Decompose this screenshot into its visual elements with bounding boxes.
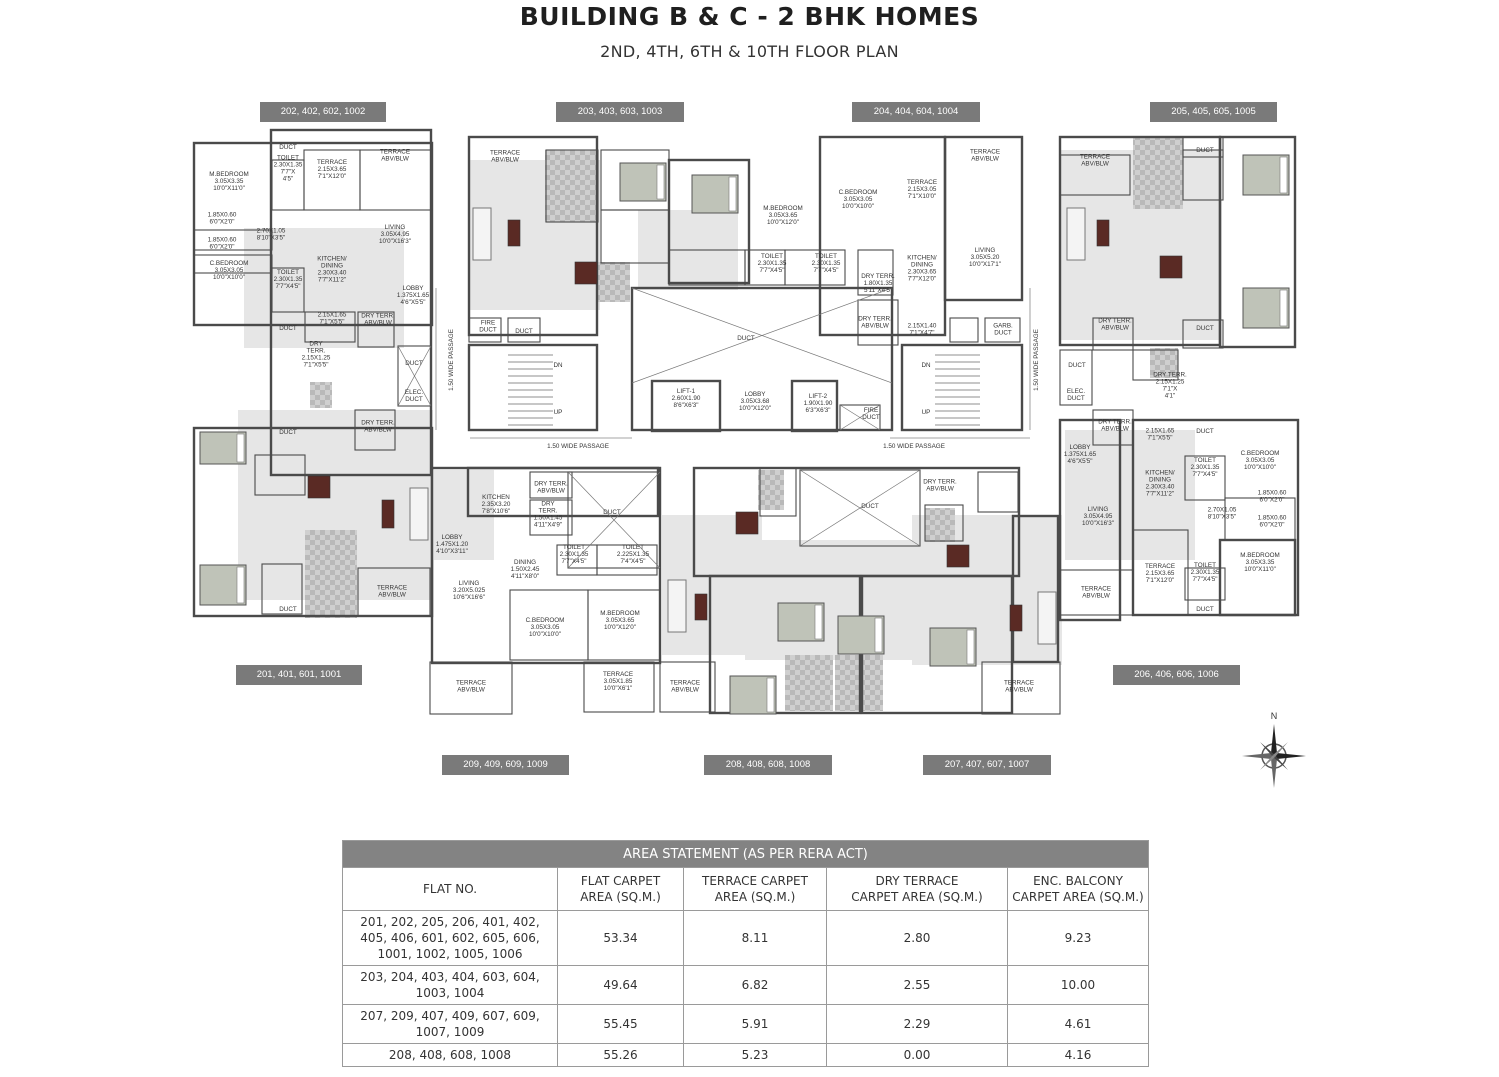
room-label-terr-abv-202: TERRACE ABV/BLW bbox=[379, 148, 411, 163]
room-label-cbed-206: C.BEDROOM 3.05X3.05 10'0"X10'0" bbox=[1240, 450, 1280, 471]
room-label-toilet-206a: TOILET 2.30X1.35 7'7"X4'5" bbox=[1190, 457, 1220, 478]
table-row bbox=[343, 966, 1149, 1005]
duct-label: DUCT bbox=[279, 144, 297, 151]
duct-label: DUCT bbox=[1196, 606, 1214, 613]
room-label-toilet-209b: TOILET 2.225X1.35 7'4"X4'5" bbox=[616, 544, 650, 565]
room-label-kitchen-209: KITCHEN 2.35X3.20 7'8"X10'6" bbox=[481, 494, 511, 515]
room-label-mbed-206: M.BEDROOM 3.05X3.35 10'0"X11'0" bbox=[1240, 552, 1280, 573]
table-row bbox=[343, 1005, 1149, 1044]
terrace-carpet-cell: 5.91 bbox=[684, 1005, 827, 1044]
room-label-pass-202: 2.70X1.05 8'10"X3'5" bbox=[256, 227, 286, 242]
duct-label: DUCT bbox=[279, 325, 297, 332]
room-label-mbed-202: M.BEDROOM 3.05X3.35 10'0"X11'0" bbox=[209, 171, 249, 192]
room-label-mbed-209: M.BEDROOM 3.05X3.65 10'0"X12'0" bbox=[600, 610, 640, 631]
col-header-flat-carpet: FLAT CARPET AREA (SQ.M.) bbox=[558, 868, 684, 911]
col-header-dry-terrace: DRY TERRACE CARPET AREA (SQ.M.) bbox=[827, 868, 1008, 911]
room-label-lobby-206: LOBBY 1.375X1.65 4'6"X5'5" bbox=[1063, 444, 1097, 465]
room-label-fire-duct: FIRE DUCT bbox=[479, 319, 497, 334]
duct-label: DUCT bbox=[279, 429, 297, 436]
duct-label: DUCT bbox=[515, 328, 533, 335]
room-label-lobby-c: LOBBY 3.05X3.68 10'0"X12'0" bbox=[738, 391, 772, 412]
flat-carpet-cell: 49.64 bbox=[558, 966, 684, 1005]
room-label-cbed-204: C.BEDROOM 3.05X3.05 10'0"X10'0" bbox=[838, 189, 878, 210]
room-label-terr-abv-207: TERRACE ABV/BLW bbox=[1003, 679, 1035, 694]
room-label-terr-abv-208: TERRACE ABV/BLW bbox=[669, 679, 701, 694]
room-label-terr-abv-204: TERRACE ABV/BLW bbox=[969, 148, 1001, 163]
room-label-kitchen-204: KITCHEN/ DINING 2.30X3.65 7'7"X12'0" bbox=[907, 254, 937, 283]
terrace-carpet-cell: 5.23 bbox=[684, 1044, 827, 1067]
unit-tag-205: 205, 405, 605, 1005 bbox=[1150, 102, 1277, 122]
room-label-living-202: LIVING 3.05X4.95 10'0"X16'3" bbox=[378, 224, 412, 245]
fire-duct-label: FIRE DUCT bbox=[862, 407, 880, 421]
room-label-dryterr-201: DRY TERR. ABV/BLW bbox=[361, 419, 395, 434]
room-label-terrace-202: TERRACE 2.15X3.65 7'1"X12'0" bbox=[316, 159, 348, 180]
room-label-ext-206: 2.15X1.65 7'1"X5'5" bbox=[1145, 427, 1175, 442]
enc-balcony-cell: 4.61 bbox=[1008, 1005, 1149, 1044]
room-label-lift2: LIFT-2 1.90X1.90 6'3"X6'3" bbox=[803, 393, 833, 414]
room-label-cbed-209: C.BEDROOM 3.05X3.05 10'0"X10'0" bbox=[525, 617, 565, 638]
flat-numbers-cell: 201, 202, 205, 206, 401, 402, 405, 406, 601, 602, 605, 606, 1001, 1002, 1005, 1006 bbox=[343, 911, 558, 966]
duct-label: DUCT bbox=[1196, 428, 1214, 435]
room-label-toilet-204a: TOILET 2.30X1.35 7'7"X4'5" bbox=[757, 253, 787, 274]
flat-numbers-cell: 203, 204, 403, 404, 603, 604, 1003, 1004 bbox=[343, 966, 558, 1005]
room-label-dryterr-207: DRY TERR. ABV/BLW bbox=[923, 478, 957, 493]
room-label-dryterr-204b: DRY TERR. ABV/BLW bbox=[858, 315, 892, 330]
terrace-carpet-cell: 6.82 bbox=[684, 966, 827, 1005]
room-label-kitchen-206: KITCHEN/ DINING 2.30X3.40 7'7"X11'2" bbox=[1145, 469, 1175, 498]
room-label-toilet-204b: TOILET 2.30X1.35 7'7"X4'5" bbox=[811, 253, 841, 274]
page-title: BUILDING B & C - 2 BHK HOMES bbox=[519, 2, 980, 31]
room-label-mbed-204: M.BEDROOM 3.05X3.65 10'0"X12'0" bbox=[763, 205, 803, 226]
room-label-dryterr-204: DRY TERR. 1.80X1.35 5'11"X4'5" bbox=[861, 273, 895, 294]
duct-label: DUCT bbox=[405, 360, 423, 367]
room-label-dryterr-206: DRY TERR. ABV/BLW bbox=[1098, 418, 1132, 433]
room-label-toilet-206b: TOILET 2.30X1.35 7'7"X4'5" bbox=[1190, 562, 1220, 583]
unit-tag-207: 207, 407, 607, 1007 bbox=[923, 755, 1051, 775]
room-label-pass-206: 2.70X1.05 8'10"X3'5" bbox=[1207, 506, 1237, 521]
terrace-carpet-cell: 8.11 bbox=[684, 911, 827, 966]
enc-balcony-cell: 9.23 bbox=[1008, 911, 1149, 966]
table-row bbox=[343, 1044, 1149, 1067]
dry-terrace-cell: 2.55 bbox=[827, 966, 1008, 1005]
room-label-win-206b: 1.85X0.60 6'0"X2'0" bbox=[1257, 514, 1287, 529]
room-label-toilet-202a: TOILET 2.30X1.35 7'7"X 4'5" bbox=[273, 154, 303, 183]
unit-tag-206: 206, 406, 606, 1006 bbox=[1113, 665, 1240, 685]
area-statement-table bbox=[342, 840, 1149, 1067]
stair-up-label: UP bbox=[553, 409, 563, 416]
north-label: N bbox=[1270, 711, 1278, 721]
room-label-lift1: LIFT-1 2.60X1.90 8'6"X6'3" bbox=[671, 388, 701, 409]
room-label-terr-abv-209: TERRACE ABV/BLW bbox=[455, 679, 487, 694]
passage-label: 1.50 WIDE PASSAGE bbox=[883, 443, 945, 450]
room-label-dryterr-202b: DRY TERR. 2.15X1.25 7'1"X5'5" bbox=[301, 340, 331, 369]
flat-carpet-cell: 55.26 bbox=[558, 1044, 684, 1067]
area-table-header-row bbox=[343, 868, 1149, 911]
room-label-lobby-209: LOBBY 1.475X1.20 4'10"X3'11" bbox=[435, 534, 469, 555]
room-label-ext-204: 2.15X1.40 7'1"X4'7" bbox=[907, 322, 937, 337]
room-label-terrace-201: TERRACE ABV/BLW bbox=[376, 584, 408, 599]
room-label-terrace-204: TERRACE 2.15X3.05 7'1"X10'0" bbox=[906, 179, 938, 200]
elec-duct-label: ELEC. DUCT bbox=[404, 389, 424, 403]
room-label-cbed-202: C.BEDROOM 3.05X3.05 10'0"X10'0" bbox=[209, 260, 249, 281]
duct-label: DUCT bbox=[279, 606, 297, 613]
passage-label: 1.50 WIDE PASSAGE bbox=[547, 443, 609, 450]
duct-label: DUCT bbox=[1196, 147, 1214, 154]
flat-carpet-cell: 55.45 bbox=[558, 1005, 684, 1044]
room-label-toilet-202b: TOILET 2.30X1.35 7'7"X4'5" bbox=[273, 269, 303, 290]
room-label-dryterr-202: DRY TERR. ABV/BLW bbox=[361, 312, 395, 327]
table-row bbox=[343, 911, 1149, 966]
col-header-enc-balcony: ENC. BALCONY CARPET AREA (SQ.M.) bbox=[1008, 868, 1149, 911]
unit-tag-201: 201, 401, 601, 1001 bbox=[236, 665, 362, 685]
unit-tag-204: 204, 404, 604, 1004 bbox=[852, 102, 980, 122]
room-label-win-206a: 1.85X0.60 6'0"X2'0" bbox=[1257, 489, 1287, 504]
room-label-living-206: LIVING 3.05X4.95 10'0"X16'3" bbox=[1081, 506, 1115, 527]
enc-balcony-cell: 4.16 bbox=[1008, 1044, 1149, 1067]
elec-duct-label: ELEC. DUCT bbox=[1066, 388, 1086, 402]
stair-down-label: DN bbox=[921, 362, 931, 369]
flat-carpet-cell: 53.34 bbox=[558, 911, 684, 966]
vertical-passage-label: 1.50 WIDE PASSAGE bbox=[448, 329, 455, 391]
duct-label: DUCT bbox=[1068, 362, 1086, 369]
stair-up-label: UP bbox=[921, 409, 931, 416]
room-label-garb-duct: GARB. DUCT bbox=[993, 322, 1013, 337]
room-label-terrace-206: TERRACE 2.15X3.65 7'1"X12'0" bbox=[1144, 563, 1176, 584]
room-label-win-202a: 1.85X0.60 6'0"X2'0" bbox=[207, 211, 237, 226]
room-label-terrace-205: TERRACE ABV/BLW bbox=[1079, 153, 1111, 168]
unit-tag-203: 203, 403, 603, 1003 bbox=[556, 102, 684, 122]
dry-terrace-cell: 2.29 bbox=[827, 1005, 1008, 1044]
room-label-dryterr-205: DRY TERR. ABV/BLW bbox=[1098, 317, 1132, 332]
dry-terrace-cell: 2.80 bbox=[827, 911, 1008, 966]
room-label-lobby-202: LOBBY 1.375X1.65 4'6"X5'5" bbox=[396, 285, 430, 306]
north-compass-icon bbox=[1238, 708, 1310, 798]
col-header-terrace-carpet: TERRACE CARPET AREA (SQ.M.) bbox=[684, 868, 827, 911]
unit-tag-209: 209, 409, 609, 1009 bbox=[442, 755, 569, 775]
room-label-dryterr-209a: DRY TERR. ABV/BLW bbox=[534, 480, 568, 495]
dry-terrace-cell: 0.00 bbox=[827, 1044, 1008, 1067]
room-label-terr-abv-206: TERRACE ABV/BLW bbox=[1080, 585, 1112, 600]
page-subtitle: 2ND, 4TH, 6TH & 10TH FLOOR PLAN bbox=[600, 42, 899, 61]
col-header-flat-no: FLAT NO. bbox=[343, 868, 558, 911]
room-label-dining-209: DINING 1.50X2.45 4'11"X8'0" bbox=[510, 559, 540, 580]
room-label-win-202b: 1.85X0.60 6'0"X2'0" bbox=[207, 236, 237, 251]
room-label-dryterr-209b: DRY TERR. 1.50X1.45 4'11"X4'9" bbox=[533, 500, 563, 529]
duct-label: DUCT bbox=[737, 335, 755, 342]
vertical-passage-label: 1.50 WIDE PASSAGE bbox=[1033, 329, 1040, 391]
flat-numbers-cell: 207, 209, 407, 409, 607, 609, 1007, 1009 bbox=[343, 1005, 558, 1044]
room-label-kitchen-202: KITCHEN/ DINING 2.30X3.40 7'7"X11'2" bbox=[317, 255, 347, 284]
duct-label: DUCT bbox=[603, 509, 621, 516]
room-label-living-209: LIVING 3.20X5.025 10'6"X16'6" bbox=[452, 580, 486, 601]
room-label-dryterr-206a: DRY TERR. 2.15X1.25 7'1"X 4'1" bbox=[1153, 371, 1187, 400]
flat-numbers-cell: 208, 408, 608, 1008 bbox=[343, 1044, 558, 1067]
area-table-caption: AREA STATEMENT (AS PER RERA ACT) bbox=[343, 841, 1149, 868]
room-label-toilet-209a: TOILET 2.30X1.35 7'7"X4'5" bbox=[559, 544, 589, 565]
enc-balcony-cell: 10.00 bbox=[1008, 966, 1149, 1005]
unit-tag-208: 208, 408, 608, 1008 bbox=[704, 755, 832, 775]
stair-down-label: DN bbox=[553, 362, 563, 369]
duct-label: DUCT bbox=[861, 503, 879, 510]
duct-label: DUCT bbox=[1196, 325, 1214, 332]
unit-tag-202: 202, 402, 602, 1002 bbox=[260, 102, 386, 122]
room-label-living-204: LIVING 3.05X5.20 10'0"X17'1" bbox=[968, 247, 1002, 268]
room-label-terrace-209: TERRACE 3.05X1.85 10'0"X6'1" bbox=[602, 671, 634, 692]
room-label-ext-202: 2.15X1.65 7'1"X5'5" bbox=[317, 311, 347, 326]
room-label-terrace-203: TERRACE ABV/BLW bbox=[489, 149, 521, 164]
